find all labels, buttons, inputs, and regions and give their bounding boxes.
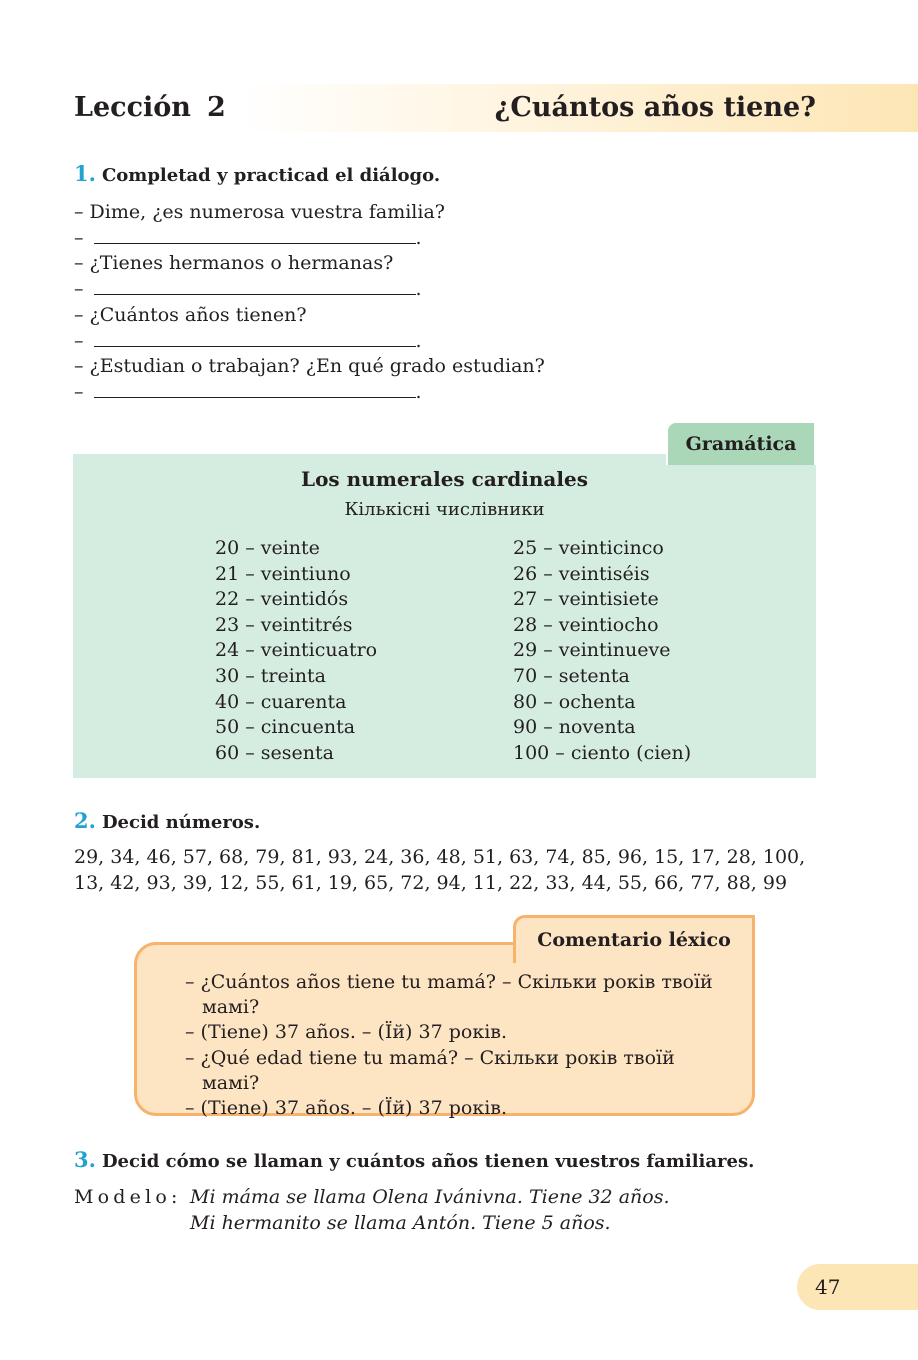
dialog-line-text: – [74, 329, 90, 352]
numeral-item: 25 – veinticinco [513, 537, 664, 559]
grammar-title: Los numerales cardinales [301, 467, 588, 491]
numeral-item: 28 – veintiocho [513, 613, 659, 636]
numerals-left-column [215, 536, 377, 766]
numeral-item: 22 – veintidós [215, 588, 349, 611]
dialog-line: – . [74, 329, 422, 352]
dialog-line: – . [74, 278, 422, 301]
numeral-item: 100 – ciento (cien) [513, 741, 692, 764]
dialog-line: – . [74, 226, 422, 249]
lesson-title: ¿Cuántos años tiene? [494, 92, 816, 123]
numbers-text: 29, 34, 46, 57, 68, 79, 81, 93, 24, 36, 48, 51, 63, 74, 85, 96, 15, 17, 28, 100, 13, 42, 93, 39, 12, 55, 61, 19, 65, 72, 94, 11, 22, 33, 44, 55, 66, 77, 88, 99 [74, 846, 806, 894]
model-label: Modelo: [74, 1186, 182, 1208]
comment-line: – ¿Qué edad tiene tu mamá? – Скільки років твоїй мамі? [185, 1046, 675, 1094]
numeral-item: 23 – veintitrés [215, 613, 353, 636]
dialog-line [74, 251, 545, 277]
dialog-line: – . [74, 380, 422, 403]
dialog-line [74, 303, 545, 329]
answer-blank [94, 227, 416, 244]
lesson-number: 2 [206, 92, 226, 123]
comment-line: – ¿Cuántos años tiene tu mamá? – Скільки років твоїй мамі? [185, 971, 713, 1019]
page-number: 47 [815, 1275, 841, 1299]
dialog-line-text: – Dime, ¿es numerosa vuestra familia? [74, 201, 445, 223]
exercise-1-heading [74, 163, 440, 187]
exercise-2-instruction: Decid números. [101, 812, 261, 833]
comment-line: – (Tiene) 37 años. – (Їй) 37 років. [185, 1021, 508, 1044]
lesson-label [74, 91, 226, 125]
exercise-1-number: 1. [74, 161, 96, 186]
lesson-word: Lección [74, 92, 191, 123]
numeral-item: 40 – cuarenta [215, 690, 347, 713]
dialog-line-text: – ¿Estudian o trabajan? ¿En qué grado estudian? [74, 355, 545, 378]
numeral-item: 80 – ochenta [513, 690, 636, 713]
numeral-item: 70 – setenta [513, 664, 630, 687]
numeral-item: 90 – noventa [513, 716, 636, 739]
exercise-3-number: 3. [74, 1147, 96, 1172]
dialog-line-text: – ¿Tienes hermanos o hermanas? [74, 252, 394, 275]
numeral-item: 60 – sesenta [215, 741, 334, 764]
exercise-1-instruction: Completad y practicad el diálogo. [101, 165, 441, 186]
dialog-line [74, 354, 545, 380]
numeral-item: 26 – veintiséis [513, 562, 650, 585]
numeral-item: 20 – veinte [215, 537, 320, 559]
grammar-subtitle: Кількісні числівники [344, 499, 545, 520]
exercise-3-heading [74, 1149, 754, 1173]
dialog [74, 200, 545, 406]
exercise-2-number: 2. [74, 808, 96, 833]
grammar-tab: Gramática [666, 421, 816, 465]
answer-blank [94, 330, 416, 347]
dialog-line-text: – [74, 380, 90, 403]
model-line: Mi hermanito se llama Antón. Tiene 5 años. [190, 1212, 611, 1234]
numeral-item: 50 – cincuenta [215, 716, 356, 739]
model-line: Mi máma se llama Olena Ivánivna. Tiene 32 años. [190, 1186, 670, 1208]
answer-blank [94, 278, 416, 295]
numeral-item: 30 – treinta [215, 664, 326, 687]
numeral-item: 24 – veinticuatro [215, 639, 378, 662]
answer-blank [94, 381, 416, 398]
comment-tab: Comentario léxico [513, 915, 755, 963]
grammar-box [73, 454, 816, 778]
numeral-item: 29 – veintinueve [513, 639, 671, 662]
numerals-right-column [513, 536, 691, 766]
numeral-item: 27 – veintisiete [513, 588, 659, 611]
dialog-line-text: – ¿Cuántos años tienen? [74, 303, 307, 326]
dialog-line [74, 200, 545, 226]
numeral-item: 21 – veintiuno [215, 562, 351, 585]
dialog-line-text: – [74, 278, 90, 301]
model-lines [190, 1184, 669, 1236]
comment-line: – (Tiene) 37 años. – (Їй) 37 років. [185, 1097, 508, 1120]
exercise-3-instruction: Decid cómo se llaman y cuántos años tienen vuestros familiares. [101, 1151, 755, 1172]
dialog-line-text: – [74, 226, 90, 249]
comment-lines [185, 970, 735, 1121]
exercise-2-heading [74, 810, 260, 834]
